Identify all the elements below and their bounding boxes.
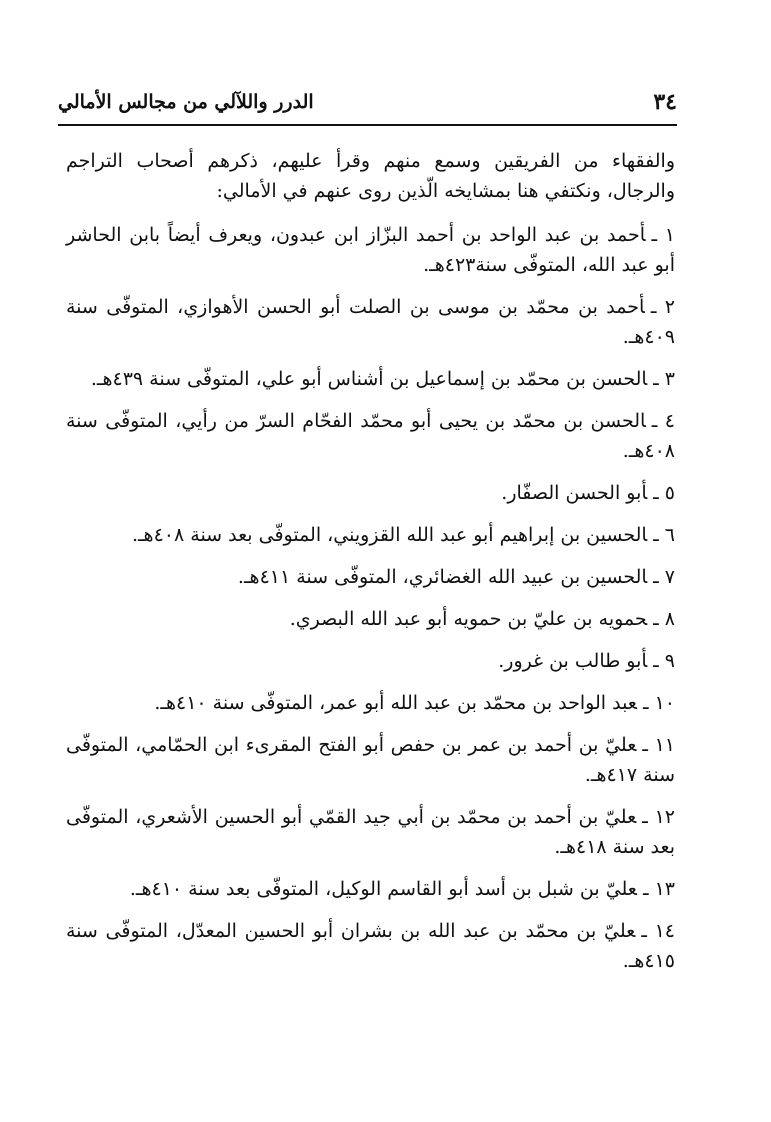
- list-item: [66, 874, 675, 904]
- list-item: [66, 688, 675, 718]
- item-text: أبو الحسن الصفّار.: [501, 482, 648, 504]
- list-item: [66, 802, 675, 862]
- list-item: [66, 916, 675, 976]
- book-title: الدرر واللآلي من مجالس الأمالي: [58, 91, 314, 113]
- item-text: الحسين بن إبراهيم أبو عبد الله القزويني، المتوفّى بعد سنة ٤٠٨هـ.: [131, 524, 648, 546]
- list-item: [66, 406, 675, 466]
- item-number: ٩ ـ: [653, 650, 675, 672]
- item-text: أحمد بن محمّد بن موسى بن الصلت أبو الحسن الأهوازي، المتوفّى سنة ٤٠٩هـ.: [66, 296, 675, 348]
- teachers-list: [66, 220, 675, 976]
- item-number: ٤ ـ: [651, 410, 676, 432]
- item-number: ١٤ ـ: [641, 920, 676, 942]
- item-number: ١١ ـ: [642, 734, 675, 756]
- item-number: ٥ ـ: [653, 482, 675, 504]
- list-item: [66, 364, 675, 394]
- list-item: [66, 730, 675, 790]
- item-text: عليّ بن شبل بن أسد أبو القاسم الوكيل، المتوفّى بعد سنة ٤١٠هـ.: [129, 878, 637, 900]
- item-number: ٣ ـ: [653, 368, 675, 390]
- item-number: ٧ ـ: [653, 566, 675, 588]
- intro-paragraph: والفقهاء من الفريقين وسمع منهم وقرأ عليهم، ذكرهم أصحاب التراجم والرجال، ونكتفي هنا بمشايخه الّذين روى عنهم في الأمالي:: [66, 150, 675, 202]
- item-number: ١٠ ـ: [642, 692, 675, 714]
- item-text: أحمد بن عبد الواحد بن أحمد البزّاز ابن عبدون، ويعرف أيضاً بابن الحاشر أبو عبد الله، المتوفّى سنة٤٢٣هـ.: [66, 224, 675, 276]
- item-text: عليّ بن أحمد بن محمّد بن أبي جيد القمّي أبو الحسين الأشعري، المتوفّى بعد سنة ٤١٨هـ.: [66, 806, 675, 858]
- list-item: [66, 520, 675, 550]
- item-text: حمويه بن عليّ بن حمويه أبو عبد الله البصري.: [289, 608, 648, 630]
- running-header: [58, 84, 677, 116]
- item-text: عبد الواحد بن محمّد بن عبد الله أبو عمر، المتوفّى سنة ٤١٠هـ.: [154, 692, 637, 714]
- list-item: [66, 562, 675, 592]
- item-text: عليّ بن محمّد بن عبد الله بن بشران أبو الحسين المعدّل، المتوفّى سنة ٤١٥هـ.: [66, 920, 675, 972]
- list-item: [66, 604, 675, 634]
- item-text: الحسن بن محمّد بن إسماعيل بن أشناس أبو علي، المتوفّى سنة ٤٣٩هـ.: [90, 368, 648, 390]
- item-number: ١٣ ـ: [642, 878, 675, 900]
- header-divider: [58, 124, 677, 126]
- page-body: [66, 146, 675, 988]
- item-text: الحسن بن محمّد بن يحيى أبو محمّد الفحّام السرّ من رأيي، المتوفّى سنة ٤٠٨هـ.: [66, 410, 675, 462]
- page-number: ٣٤: [653, 89, 677, 115]
- list-item: [66, 646, 675, 676]
- item-number: ١٢ ـ: [642, 806, 675, 828]
- item-text: أبو طالب بن غرور.: [498, 650, 648, 672]
- item-number: ١ ـ: [651, 224, 675, 246]
- item-number: ٦ ـ: [653, 524, 675, 546]
- list-item: [66, 478, 675, 508]
- item-number: ٢ ـ: [650, 296, 676, 318]
- list-item: [66, 292, 675, 352]
- list-item: [66, 220, 675, 280]
- item-text: عليّ بن أحمد بن عمر بن حفص أبو الفتح المقرىء ابن الحمّامي، المتوفّى سنة ٤١٧هـ.: [66, 734, 675, 786]
- item-number: ٨ ـ: [653, 608, 675, 630]
- item-text: الحسين بن عبيد الله الغضائري، المتوفّى سنة ٤١١هـ.: [237, 566, 648, 588]
